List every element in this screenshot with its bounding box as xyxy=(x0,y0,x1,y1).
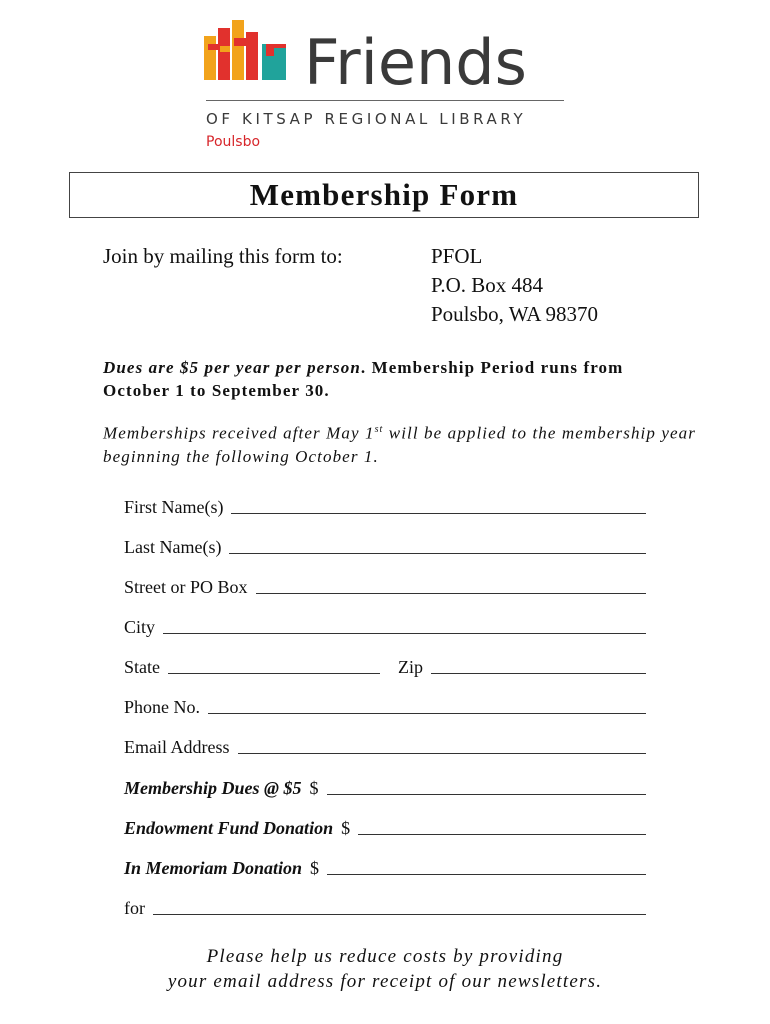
email-field xyxy=(124,732,646,758)
friends-logo xyxy=(204,18,574,156)
note-sup: st xyxy=(374,424,384,435)
zip-field xyxy=(398,652,646,678)
dues-statement xyxy=(103,356,683,402)
dues-field xyxy=(124,773,646,799)
memoriam-input[interactable] xyxy=(327,854,646,875)
state-label: State xyxy=(124,657,160,677)
note-after: will be applied to the membership year beginning the following October 1. xyxy=(103,423,696,466)
dues-input[interactable] xyxy=(327,774,647,795)
title-box xyxy=(69,172,699,218)
logo-subtitle: OF KITSAP REGIONAL LIBRARY xyxy=(206,110,527,128)
address-line: P.O. Box 484 xyxy=(431,273,544,297)
memoriam-label: In Memoriam Donation xyxy=(124,858,303,878)
zip-input[interactable] xyxy=(431,653,646,674)
first-name-input[interactable] xyxy=(231,493,646,514)
state-input[interactable] xyxy=(168,653,380,674)
memoriam-field xyxy=(124,853,646,879)
dues-label: Membership Dues @ $5 xyxy=(124,778,302,798)
address-line: PFOL xyxy=(431,244,483,268)
last-name-label: Last Name(s) xyxy=(124,537,222,557)
footer-line: Please help us reduce costs by providing xyxy=(206,946,564,967)
phone-label: Phone No. xyxy=(124,697,200,717)
dues-rest: . Membership Period runs from October 1 to September 30. xyxy=(103,358,624,400)
first-name-label: First Name(s) xyxy=(124,497,224,517)
note-before: Memberships received after May 1 xyxy=(103,423,375,443)
email-input[interactable] xyxy=(238,733,647,754)
books-logo-icon xyxy=(204,18,296,84)
page-title: Membership Form xyxy=(249,177,519,212)
address-line: Poulsbo, WA 98370 xyxy=(431,302,599,326)
memoriam-currency: $ xyxy=(310,858,320,878)
endowment-input[interactable] xyxy=(358,814,646,835)
phone-field xyxy=(124,692,646,718)
city-label: City xyxy=(124,617,156,637)
mailing-address xyxy=(431,242,598,329)
footer-note xyxy=(100,944,670,994)
street-label: Street or PO Box xyxy=(124,577,248,597)
footer-line: your email address for receipt of our newsletters. xyxy=(167,971,603,992)
dues-currency: $ xyxy=(309,778,319,798)
for-field xyxy=(124,893,646,919)
first-name-field xyxy=(124,492,646,518)
endowment-currency: $ xyxy=(341,818,351,838)
last-name-input[interactable] xyxy=(229,533,646,554)
endowment-field xyxy=(124,813,646,839)
logo-divider xyxy=(206,100,564,101)
last-name-field xyxy=(124,532,646,558)
phone-input[interactable] xyxy=(208,693,646,714)
endowment-label: Endowment Fund Donation xyxy=(124,818,334,838)
membership-note xyxy=(103,418,703,468)
email-label: Email Address xyxy=(124,737,230,757)
zip-label: Zip xyxy=(398,657,423,677)
for-label: for xyxy=(124,898,145,918)
city-input[interactable] xyxy=(163,613,646,634)
mailing-label: Join by mailing this form to: xyxy=(103,244,343,268)
city-field xyxy=(124,612,646,638)
state-field xyxy=(124,652,380,678)
for-input[interactable] xyxy=(153,894,646,915)
street-field xyxy=(124,572,646,598)
dues-italic: Dues are $5 per year per person xyxy=(103,358,361,377)
street-input[interactable] xyxy=(256,573,647,594)
logo-wordmark: Friends xyxy=(304,26,527,99)
logo-branch: Poulsbo xyxy=(206,134,261,150)
